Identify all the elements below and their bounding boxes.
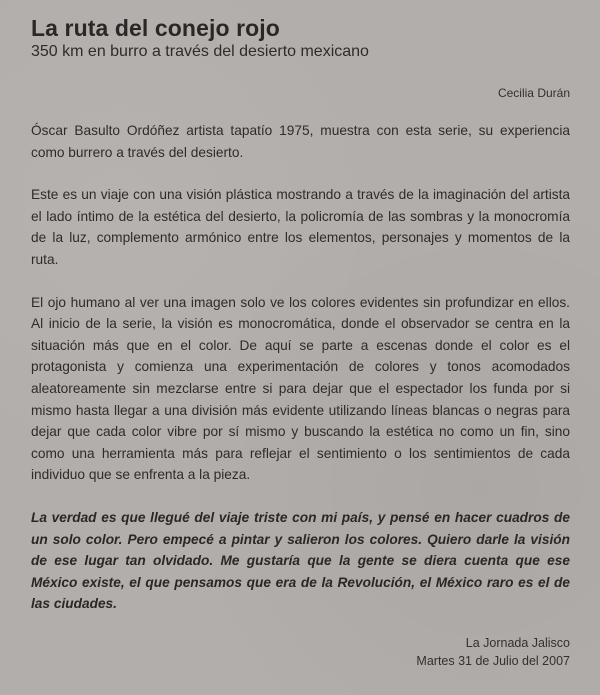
paragraph-color: El ojo humano al ver una imagen solo ve los colores evidentes sin profundizar en ellos. Al inicio de la serie, la visión es monocromática, donde el observador se centra en la situación más que en el color. De aquí se parte a escenas donde el color es el protagonista y comienza una experimentación de colores y tonos acomodados aleatoreamente sin mezclarse entre si para dejar que el espectador los funda por si mismo hasta llegar a una división más evidente utilizando líneas blancas o negras para dejar que cada color vibre por sí mismo y buscando la estética no como un fin, sino como una herramienta más para reflejar el sentimiento o los sentimientos de cada individuo que se enfrenta a la pieza. bbox=[31, 294, 570, 483]
article-subtitle: 350 km en burro a través del desierto mexicano bbox=[31, 43, 369, 60]
source-publication: La Jornada Jalisco bbox=[465, 635, 570, 650]
paragraph-intro: Óscar Basulto Ordóñez artista tapatío 1975, muestra con esta serie, su experiencia como burrero a través del desierto. bbox=[31, 123, 570, 160]
article-title: La ruta del conejo rojo bbox=[31, 15, 280, 41]
paragraph-vision: Este es un viaje con una visión plástica mostrando a través de la imaginación del artista el lado íntimo de la estética del desierto, la policromía de las sombras y la monocromía de la luz, complemento armónico entre los elementos, personajes y momentos de la ruta. bbox=[31, 187, 570, 267]
source-date: Martes 31 de Julio del 2007 bbox=[416, 653, 570, 668]
artist-quote: La verdad es que llegué del viaje triste con mi país, y pensé en hacer cuadros de un solo color. Pero empecé a pintar y salieron los colores. Quiero darle la visión de ese lugar tan olvidado. Me gustaría que la gente se diera cuenta que ese México existe, el que pensamos que era de la Revolución, el México raro es el de las ciudades. bbox=[31, 509, 570, 612]
author-name: Cecilia Durán bbox=[497, 86, 570, 100]
source-block bbox=[31, 634, 570, 670]
